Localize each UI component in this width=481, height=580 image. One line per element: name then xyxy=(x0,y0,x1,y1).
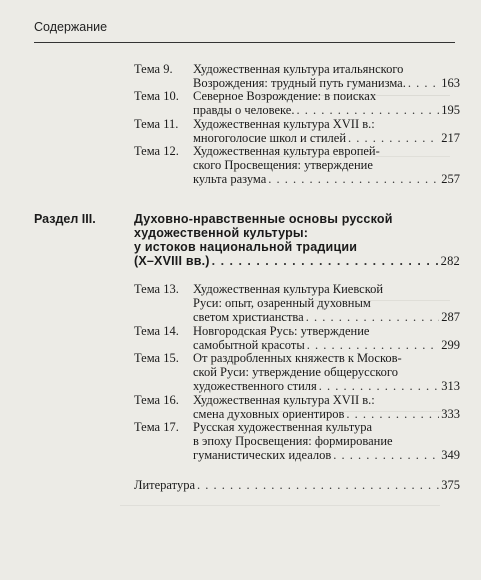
page-number: 333 xyxy=(441,407,460,421)
running-head: Содержание xyxy=(34,20,108,34)
section-title-line: Духовно-нравственные основы русской xyxy=(134,212,393,226)
page-number: 195 xyxy=(441,103,460,117)
topic-line: Руси: опыт, озаренный духовным xyxy=(193,296,371,310)
topic-label: Тема 17. xyxy=(134,420,179,434)
page-number: 217 xyxy=(441,131,460,145)
topic-label: Тема 10. xyxy=(134,89,179,103)
topic-line: гуманистических идеалов xyxy=(193,448,332,462)
page-number: 299 xyxy=(441,338,460,352)
page-number: 313 xyxy=(441,379,460,393)
topic-line: в эпоху Просвещения: формирование xyxy=(193,434,393,448)
section-label: Раздел III. xyxy=(34,212,96,226)
topic-line: ской Руси: утверждение общерусского xyxy=(193,365,398,379)
topic-label: Тема 14. xyxy=(134,324,179,338)
topic-entry xyxy=(193,420,460,462)
topic-entry xyxy=(193,89,460,117)
section-title-line: художественной культуры: xyxy=(134,226,309,240)
page-number: 287 xyxy=(441,310,460,324)
topic-line: ского Просвещения: утверждение xyxy=(193,158,373,172)
topic-label: Тема 15. xyxy=(134,351,179,365)
page-number: 375 xyxy=(441,478,460,492)
topic-label: Тема 13. xyxy=(134,282,179,296)
topic-line: От раздробленных княжеств к Москов- xyxy=(193,351,402,365)
topic-line: Возрождения: трудный путь гуманизма. xyxy=(193,76,406,90)
topic-line: Художественная культура итальянского xyxy=(193,62,404,76)
topic-line: Новгородская Русь: утверждение xyxy=(193,324,370,338)
section-title-line: у истоков национальной традиции xyxy=(134,240,358,254)
topic-line: Художественная культура XVII в.: xyxy=(193,117,375,131)
literature-label: Литература xyxy=(134,478,195,492)
topic-line: Художественная культура европей- xyxy=(193,144,380,158)
bleed-through-texture xyxy=(120,505,440,576)
topic-entry xyxy=(193,144,460,186)
topic-line: культа разума xyxy=(193,172,267,186)
topic-label: Тема 11. xyxy=(134,117,179,131)
page-number: 349 xyxy=(441,448,460,462)
topic-line: художественного стиля xyxy=(193,379,317,393)
section-title-line: (X–XVIII вв.) xyxy=(134,254,210,268)
topic-line: многоголосие школ и стилей xyxy=(193,131,347,145)
page-number: 282 xyxy=(440,254,460,268)
section-title xyxy=(134,212,460,268)
page-number: 163 xyxy=(441,76,460,90)
topic-line: смена духовных ориентиров xyxy=(193,407,345,421)
topic-entry xyxy=(193,393,460,421)
topic-label: Тема 9. xyxy=(134,62,173,76)
topic-entry xyxy=(193,324,460,352)
topic-line: светом христианства xyxy=(193,310,304,324)
topic-label: Тема 16. xyxy=(134,393,179,407)
topic-entry xyxy=(193,282,460,324)
topic-line: Русская художественная культура xyxy=(193,420,373,434)
topic-line: Художественная культура Киевской xyxy=(193,282,384,296)
topic-label: Тема 12. xyxy=(134,144,179,158)
page-number: 257 xyxy=(441,172,460,186)
literature-entry xyxy=(134,478,460,492)
topic-line: Северное Возрождение: в поисках xyxy=(193,89,377,103)
topic-line: правды о человеке. xyxy=(193,103,295,117)
header-rule xyxy=(34,42,455,43)
topic-line: Художественная культура XVII в.: xyxy=(193,393,375,407)
topic-entry xyxy=(193,117,460,145)
topic-line: самобытной красоты xyxy=(193,338,305,352)
topic-entry xyxy=(193,62,460,90)
topic-entry xyxy=(193,351,460,393)
